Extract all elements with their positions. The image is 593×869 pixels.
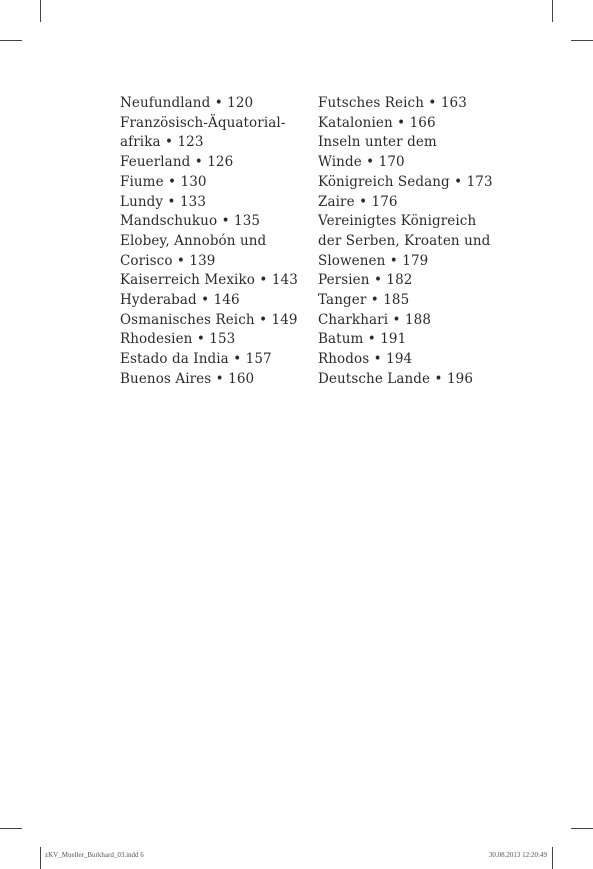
toc-line: Rhodos • 194 <box>318 351 413 368</box>
toc-line: Buenos Aires • 160 <box>120 370 255 387</box>
toc-line: Vereinigtes Königreich <box>318 213 477 230</box>
slug-file-info: zKV_Mueller_Burkhard_03.indd 6 <box>45 851 144 859</box>
toc-line: Tanger • 185 <box>318 292 410 309</box>
toc-line: Elobey, Annobón und <box>120 232 267 249</box>
crop-mark-top-left-horizontal <box>0 40 22 41</box>
crop-mark-bottom-left-horizontal <box>0 828 22 829</box>
toc-line: Rhodesien • 153 <box>120 331 236 348</box>
toc-line: Deutsche Lande • 196 <box>318 370 474 387</box>
toc-line: Kaiserreich Mexiko • 143 <box>120 272 298 289</box>
crop-mark-bottom-left-vertical <box>40 847 41 869</box>
crop-mark-top-right-horizontal <box>571 40 593 41</box>
toc-line: afrika • 123 <box>120 134 204 151</box>
toc-line: Königreich Sedang • 173 <box>318 173 493 190</box>
toc-left-column <box>120 94 310 390</box>
toc-line: Estado da India • 157 <box>120 351 272 368</box>
toc-line: Zaire • 176 <box>318 193 398 210</box>
toc-line: der Serben, Kroaten und <box>318 232 491 249</box>
toc-line: Französisch-Äquatorial- <box>120 114 286 131</box>
toc-line: Osmanisches Reich • 149 <box>120 311 298 328</box>
crop-mark-bottom-right-horizontal <box>571 828 593 829</box>
toc-line: Batum • 191 <box>318 331 407 348</box>
toc-line: Lundy • 133 <box>120 193 207 210</box>
toc-line: Winde • 170 <box>318 154 405 171</box>
toc-line: Inseln unter dem <box>318 134 437 151</box>
toc-line: Fiume • 130 <box>120 173 207 190</box>
toc-line: Charkhari • 188 <box>318 311 432 328</box>
toc-line: Corisco • 139 <box>120 252 216 269</box>
toc-line: Neufundland • 120 <box>120 95 254 111</box>
toc-line: Persien • 182 <box>318 272 413 289</box>
crop-mark-bottom-right-vertical <box>552 847 553 869</box>
toc-line: Slowenen • 179 <box>318 252 429 269</box>
crop-mark-top-left-vertical <box>40 0 41 22</box>
toc-line: Hyderabad • 146 <box>120 292 240 309</box>
crop-mark-top-right-vertical <box>552 0 553 22</box>
slug-timestamp: 30.08.2013 12:20:49 <box>488 851 547 859</box>
toc-line: Mandschukuo • 135 <box>120 213 261 230</box>
toc-line: Katalonien • 166 <box>318 114 436 131</box>
toc-right-column <box>318 94 508 390</box>
toc-line: Feuerland • 126 <box>120 154 234 171</box>
toc-line: Futsches Reich • 163 <box>318 95 467 111</box>
